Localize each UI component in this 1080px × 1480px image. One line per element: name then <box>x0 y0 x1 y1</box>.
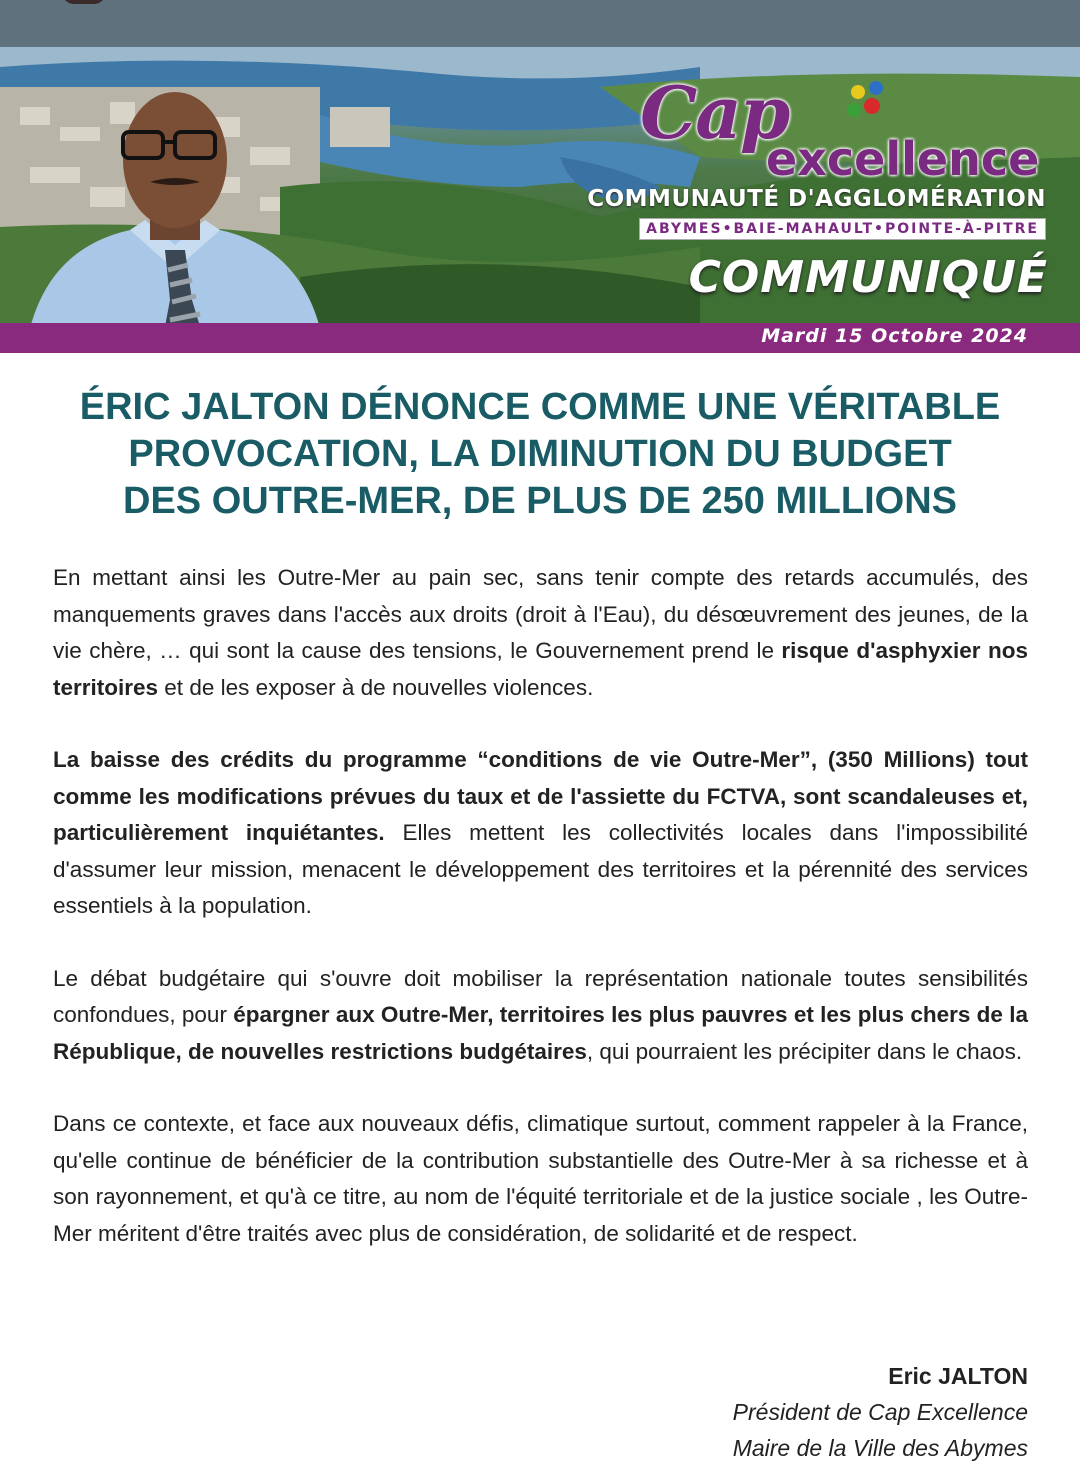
headline <box>40 384 1040 525</box>
paragraph-4: Dans ce contexte, et face aux nouveaux défis, climatique surtout, comment rappeler à la France, qu'elle continue de bénéficier de la contribution substantielle des Outre-Mer à sa richesse et à son rayonnement, et qu'à ce titre, au nom de l'équité territoriale et de la justice sociale , les Outre-Mer méritent d'être traités avec plus de considération, de solidarité et de respect. <box>53 1111 1028 1246</box>
signatory-role-2: Maire de la Ville des Abymes <box>732 1435 1028 1461</box>
press-release-body <box>53 560 1028 1288</box>
logo-dots-icon <box>840 78 900 138</box>
headline-line-2: PROVOCATION, LA DIMINUTION DU BUDGET <box>128 433 952 475</box>
signature-block <box>733 1358 1028 1466</box>
headline-line-3: DES OUTRE-MER, DE PLUS DE 250 MILLIONS <box>123 480 957 522</box>
headline-line-1: ÉRIC JALTON DÉNONCE COMME UNE VÉRITABLE <box>79 386 1001 428</box>
logo-cap-text: Cap <box>640 70 789 155</box>
paragraph-2: La baisse des crédits du programme “conditions de vie Outre-Mer”, (350 Millions) tout comme les modifications prévues du taux et de l'assiette du FCTVA, sont scandaleuses et, particulièrement inquiétantes. Elles mettent les collectivités locales dans l'impossibilité d'assumer leur mission, menacent le développement des territoires et la pérennité des services essentiels à la population. <box>53 747 1028 918</box>
communique-title: COMMUNIQUÉ <box>688 252 1048 303</box>
agglomeration-label: COMMUNAUTÉ D'AGGLOMÉRATION <box>587 186 1046 212</box>
release-date: Mardi 15 Octobre 2024 <box>761 325 1028 347</box>
towns-label: ABYMES•BAIE-MAHAULT•POINTE-À-PITRE <box>639 218 1046 240</box>
paragraph-3: Le débat budgétaire qui s'ouvre doit mobiliser la représentation nationale toutes sensibilités confondues, pour épargner aux Outre-Mer, territoires les plus pauvres et les plus chers de la République, de nouvelles restrictions budgétaires, qui pourraient les précipiter dans le chaos. <box>53 965 1028 1064</box>
paragraph-1: En mettant ainsi les Outre-Mer au pain sec, sans tenir compte des retards accumulés, des manquements graves dans l'accès aux droits (droit à l'Eau), du désœuvrement des jeunes, de la vie chère, … qui sont la cause des tensions, le Gouvernement prend le risque d'asphyxier nos territoires et de les exposer à de nouvelles violences. <box>53 565 1028 700</box>
signatory-name: Eric JALTON <box>888 1363 1028 1389</box>
logo-excellence-text: excellence <box>766 132 1040 186</box>
portrait-photo <box>20 70 330 353</box>
top-bar <box>0 0 1080 47</box>
top-bar-fragment <box>62 0 106 4</box>
signatory-role-1: Président de Cap Excellence <box>732 1399 1028 1425</box>
